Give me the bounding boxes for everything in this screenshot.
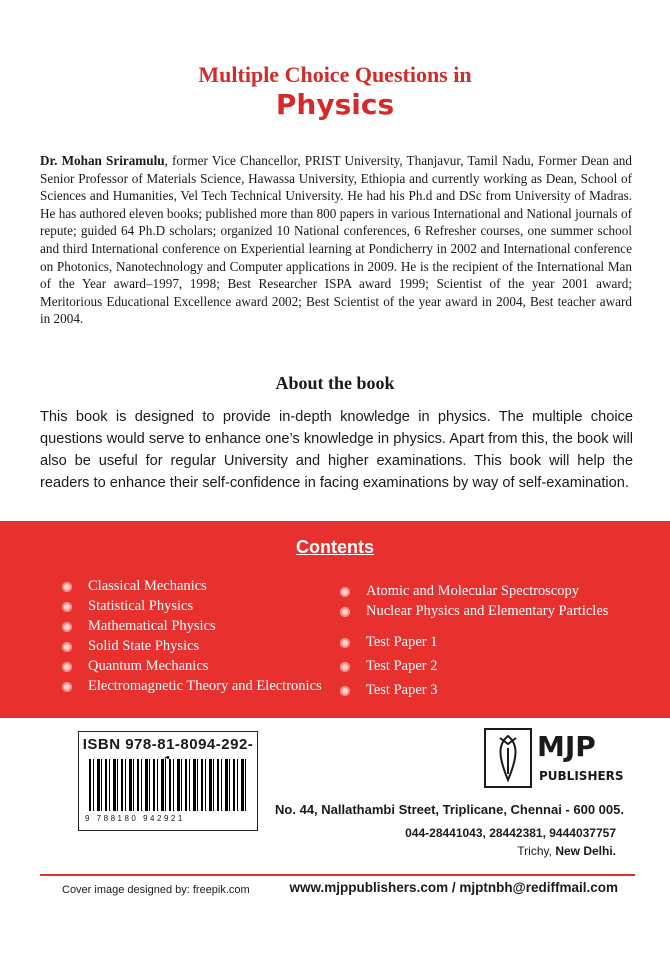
contents-band — [0, 521, 670, 718]
city-new-delhi: New Delhi. — [555, 844, 616, 858]
barcode-digits: 9 788180 942921 — [85, 814, 185, 823]
contents-left-list — [62, 578, 322, 698]
contents-item-label: Test Paper 2 — [366, 658, 438, 674]
isbn-label: ISBN 978-81-8094-292- — [82, 736, 254, 753]
publisher-address: No. 44, Nallathambi Street, Triplicane, Chennai - 600 005. — [275, 802, 624, 817]
contents-item — [62, 658, 322, 678]
logo-emblem-icon — [486, 730, 530, 786]
contents-item-label: Electromagnetic Theory and Electronics — [88, 678, 322, 694]
bullet-icon — [62, 582, 72, 592]
contents-heading: Contents — [296, 537, 374, 557]
contents-item-label: Atomic and Molecular Spectroscopy — [366, 583, 580, 599]
title-line-1: Multiple Choice Questions in — [198, 62, 472, 87]
test-papers-list — [340, 634, 437, 706]
bullet-icon — [340, 607, 350, 617]
publisher-cities — [0, 844, 616, 858]
contents-item-label: Quantum Mechanics — [88, 658, 209, 674]
contents-item — [62, 678, 322, 698]
about-heading: About the book — [275, 373, 395, 393]
bullet-icon — [62, 642, 72, 652]
publisher-web-email[interactable]: www.mjppublishers.com / mjptnbh@rediffmail.com — [289, 880, 618, 895]
publisher-logo-subtext: PUBLISHERS — [539, 769, 624, 783]
title-line-2: Physics — [275, 88, 395, 121]
contents-item — [340, 583, 608, 603]
author-name: Dr. Mohan Sriramulu — [40, 153, 165, 168]
contents-item-label: Solid State Physics — [88, 638, 200, 654]
contents-item — [62, 578, 322, 598]
contents-item — [340, 603, 608, 623]
cover-credit: Cover image designed by: freepik.com — [62, 884, 250, 896]
contents-item — [340, 658, 437, 682]
contents-item — [62, 638, 322, 658]
city-trichy: Trichy, — [517, 844, 552, 858]
about-text: This book is designed to provide in-depth knowledge in physics. The multiple choice questions would serve to enhance one’s knowledge in physics. Apart from this, the book will also be useful for regular University and higher examinations. This book will help the readers to enhance their self-confidence in facing examinations by way of self-examination. — [40, 409, 633, 491]
contents-item — [62, 598, 322, 618]
contents-item — [340, 682, 437, 706]
author-bio — [40, 152, 632, 328]
publisher-phones: 044-28441043, 28442381, 9444037757 — [405, 826, 616, 840]
bullet-icon — [340, 587, 350, 597]
contents-item-label: Statistical Physics — [88, 598, 194, 614]
contents-item-label: Test Paper 1 — [366, 634, 438, 650]
contents-item — [340, 634, 437, 658]
contents-item-label: Test Paper 3 — [366, 682, 438, 698]
contents-item-label: Nuclear Physics and Elementary Particles — [366, 603, 609, 619]
publisher-logo-icon — [484, 728, 532, 788]
bullet-icon — [62, 622, 72, 632]
contents-item — [62, 618, 322, 638]
bullet-icon — [62, 602, 72, 612]
bullet-icon — [62, 682, 72, 692]
publisher-logo-text: MJP — [537, 730, 596, 763]
contents-right-list — [340, 583, 608, 623]
bullet-icon — [340, 638, 350, 648]
author-bio-text: , former Vice Chancellor, PRIST University, Thanjavur, Tamil Nadu, Former Dean and Senior Professor of Materials Science, Hawassa University, Ethiopia and currently working as Dean, School of Sciences and Humanities, Vel Tech Technical University. He had his Ph.d and DSc from University of Madras. He has authored eleven books; published more than 800 papers in various International and National journals of repute; guided 64 Ph.D scholars; organized 10 National conferences, 6 Refresher courses, one summer school and third International conference on Experiential learning at Pondicherry in 2002 and International conference on Photonics, Nanotechnology and Computer applications in 2009. He is the recipient of the International Man of the Year award–1997, 1998; Best Researcher ISPA award 1999; Scientist of the year 2001 award; Meritorious Educational Excellence award 2002; Best Scientist of the year award in 2004, Best teacher award in 2004. — [40, 153, 632, 327]
contents-item-label: Classical Mechanics — [88, 578, 207, 594]
contents-item-label: Mathematical Physics — [88, 618, 216, 634]
bullet-icon — [62, 662, 72, 672]
bullet-icon — [340, 662, 350, 672]
footer-divider — [40, 874, 635, 876]
bullet-icon — [340, 686, 350, 696]
